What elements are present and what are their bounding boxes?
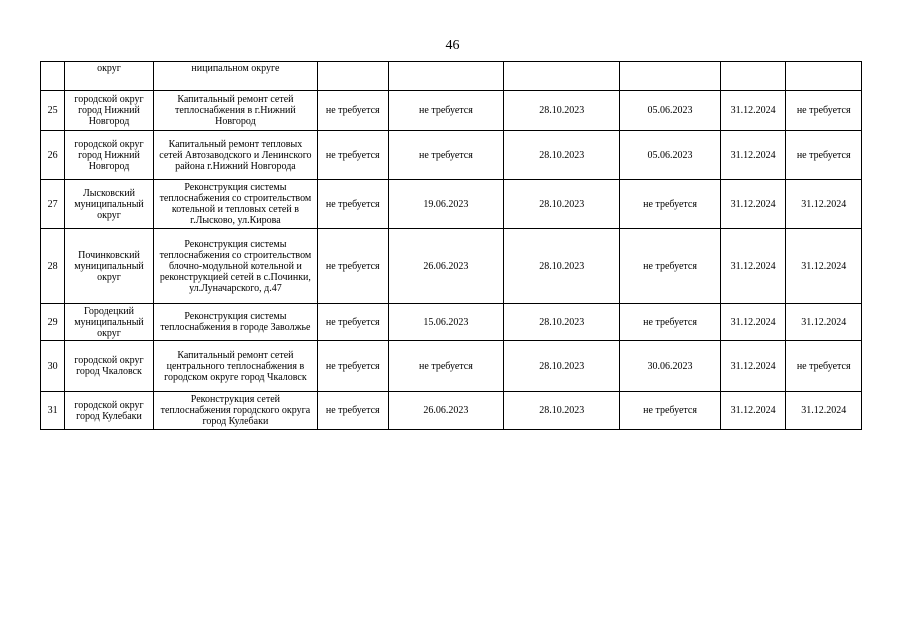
cell-object: Реконструкция системы теплоснабжения в городе Заволжье [153,304,317,341]
cell-district: Городецкий муниципальный округ [65,304,154,341]
cell-c6: 28.10.2023 [504,91,620,131]
cell-c6: 28.10.2023 [504,304,620,341]
cell-c4: не требуется [318,91,389,131]
table-row-continuation [41,62,862,91]
cell-object: Реконструкция системы теплоснабжения со строительством блочно-модульной котельной и реконструкцией сетей в с.Починки, ул.Луначарского, д.47 [153,229,317,304]
cell-c4: не требуется [318,131,389,180]
cell-c8: 31.12.2024 [720,304,785,341]
cell-no: 28 [41,229,65,304]
cell-c9: 31.12.2024 [786,180,862,229]
cell-c7: не требуется [620,229,721,304]
cell-c9: не требуется [786,91,862,131]
table-row [41,304,862,341]
cell-c9: не требуется [786,131,862,180]
cell-no: 30 [41,341,65,392]
cell-no: 29 [41,304,65,341]
cell-c4: не требуется [318,392,389,430]
cell-c8: 31.12.2024 [720,229,785,304]
schedule-table [40,61,862,430]
table-row [41,131,862,180]
cell-district: Починковский муниципальный округ [65,229,154,304]
cell-no: 31 [41,392,65,430]
cell-c4: не требуется [318,304,389,341]
cell-object: Реконструкция системы теплоснабжения со строительством котельной и тепловых сетей в г.Лысково, ул.Кирова [153,180,317,229]
cell-c7: не требуется [620,392,721,430]
table-row [41,180,862,229]
cell-c7: 05.06.2023 [620,131,721,180]
cell-c7: 05.06.2023 [620,91,721,131]
cell-no [41,62,65,91]
table-row [41,91,862,131]
cell-district: городской округ город Нижний Новгород [65,131,154,180]
cell-c5: 26.06.2023 [388,392,504,430]
cell-c8 [720,62,785,91]
table-row [41,229,862,304]
cell-object: Капитальный ремонт сетей центрального теплоснабжения в городском округе город Чкаловск [153,341,317,392]
cell-c5: не требуется [388,131,504,180]
cell-c5 [388,62,504,91]
cell-c8: 31.12.2024 [720,91,785,131]
cell-c6 [504,62,620,91]
cell-no: 26 [41,131,65,180]
cell-c8: 31.12.2024 [720,392,785,430]
cell-c9: 31.12.2024 [786,392,862,430]
cell-no: 25 [41,91,65,131]
cell-c8: 31.12.2024 [720,131,785,180]
table-row [41,392,862,430]
cell-c6: 28.10.2023 [504,341,620,392]
cell-c5: 19.06.2023 [388,180,504,229]
cell-c9 [786,62,862,91]
cell-district: городской округ город Чкаловск [65,341,154,392]
table-row [41,341,862,392]
cell-c6: 28.10.2023 [504,180,620,229]
cell-no: 27 [41,180,65,229]
cell-c4: не требуется [318,180,389,229]
cell-district: округ [65,62,154,91]
cell-district: городской округ город Кулебаки [65,392,154,430]
cell-object: Капитальный ремонт тепловых сетей Автозаводского и Ленинского района г.Нижний Новгорода [153,131,317,180]
cell-c6: 28.10.2023 [504,229,620,304]
cell-c7: 30.06.2023 [620,341,721,392]
cell-c5: 26.06.2023 [388,229,504,304]
cell-c8: 31.12.2024 [720,341,785,392]
cell-object: Капитальный ремонт сетей теплоснабжения в г.Нижний Новгород [153,91,317,131]
cell-c5: 15.06.2023 [388,304,504,341]
cell-c8: 31.12.2024 [720,180,785,229]
cell-district: городской округ город Нижний Новгород [65,91,154,131]
cell-c6: 28.10.2023 [504,392,620,430]
cell-c6: 28.10.2023 [504,131,620,180]
cell-c9: 31.12.2024 [786,304,862,341]
cell-c4: не требуется [318,341,389,392]
cell-c7 [620,62,721,91]
cell-c9: не требуется [786,341,862,392]
cell-c4 [318,62,389,91]
cell-c9: 31.12.2024 [786,229,862,304]
page-number: 46 [445,38,460,53]
cell-c4: не требуется [318,229,389,304]
cell-c5: не требуется [388,91,504,131]
cell-object: Реконструкция сетей теплоснабжения городского округа город Кулебаки [153,392,317,430]
cell-c7: не требуется [620,304,721,341]
cell-c7: не требуется [620,180,721,229]
cell-district: Лысковский муниципальный округ [65,180,154,229]
cell-c5: не требуется [388,341,504,392]
cell-object: ниципальном округе [153,62,317,91]
